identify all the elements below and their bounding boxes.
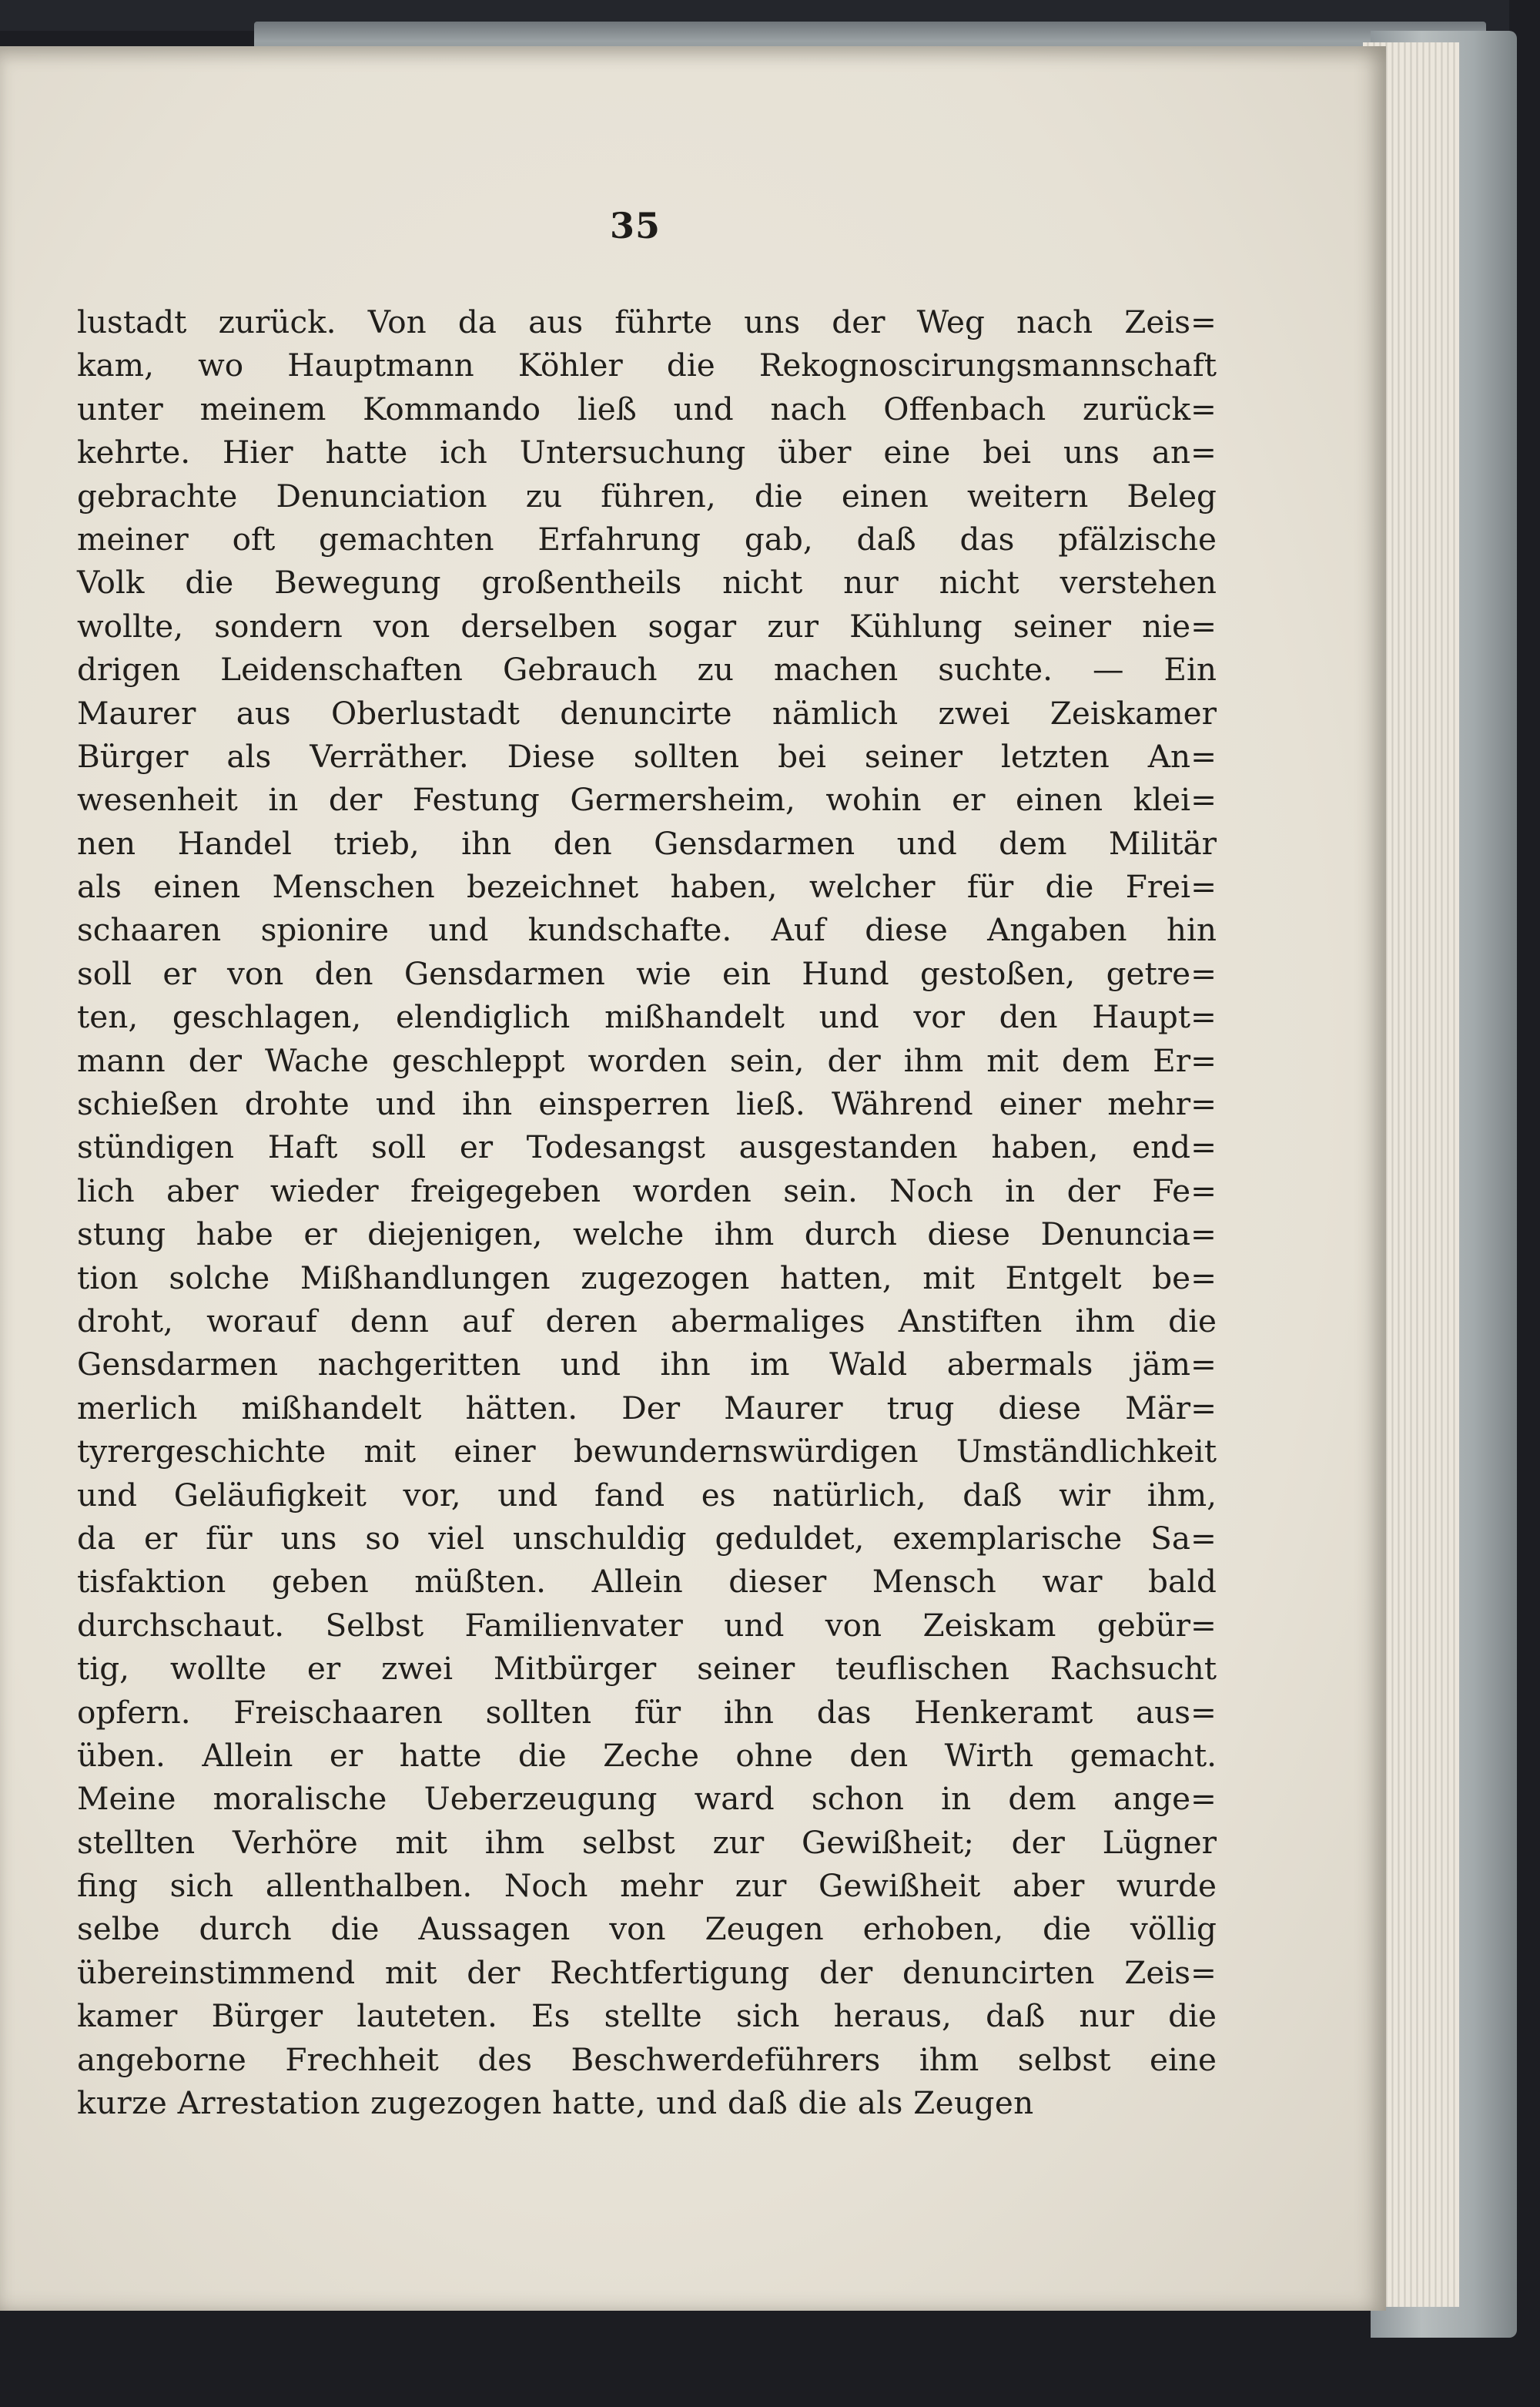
text-line: fing sich allenthalben. Noch mehr zur Gewißheit aber wurde <box>77 1867 1217 1905</box>
page-body-text <box>77 300 1217 2124</box>
text-line: opfern. Freischaaren sollten für ihn das Henkeramt aus= <box>77 1693 1217 1731</box>
text-line: soll er von den Gensdarmen wie ein Hund gestoßen, getre= <box>77 954 1217 992</box>
text-line: durchschaut. Selbst Familienvater und von Zeiskam gebür= <box>77 1606 1217 1644</box>
text-line: üben. Allein er hatte die Zeche ohne den Wirth gemacht. <box>77 1736 1217 1774</box>
page-number: 35 <box>609 205 661 246</box>
text-line: stung habe er diejenigen, welche ihm durch diese Denuncia= <box>77 1215 1217 1253</box>
text-line: merlich mißhandelt hätten. Der Maurer trug diese Mär= <box>77 1389 1217 1426</box>
text-line: ten, geschlagen, elendiglich mißhandelt und vor den Haupt= <box>77 998 1217 1036</box>
text-line: als einen Menschen bezeichnet haben, welcher für die Frei= <box>77 868 1217 906</box>
text-line: Volk die Bewegung großentheils nicht nur nicht verstehen <box>77 564 1217 602</box>
text-line: selbe durch die Aussagen von Zeugen erhoben, die völlig <box>77 1910 1217 1948</box>
text-line: tion solche Mißhandlungen zugezogen hatten, mit Entgelt be= <box>77 1259 1217 1296</box>
text-line: wollte, sondern von derselben sogar zur Kühlung seiner nie= <box>77 607 1217 645</box>
text-line: schießen drohte und ihn einsperren ließ. Während einer mehr= <box>77 1085 1217 1123</box>
text-line: tisfaktion geben müßten. Allein dieser Mensch war bald <box>77 1563 1217 1601</box>
text-line: und Geläufigkeit vor, und fand es natürlich, daß wir ihm, <box>77 1476 1217 1514</box>
text-line: stündigen Haft soll er Todesangst ausgestanden haben, end= <box>77 1128 1217 1166</box>
text-line: drigen Leidenschaften Gebrauch zu machen suchte. — Ein <box>77 651 1217 689</box>
text-line: Maurer aus Oberlustadt denuncirte nämlich zwei Zeiskamer <box>77 694 1217 732</box>
text-line: wesenheit in der Festung Germersheim, wohin er einen klei= <box>77 781 1217 819</box>
text-line: Bürger als Verräther. Diese sollten bei seiner letzten An= <box>77 737 1217 775</box>
text-line: lich aber wieder freigegeben worden sein. Noch in der Fe= <box>77 1172 1217 1209</box>
text-line: da er für uns so viel unschuldig geduldet, exemplarische Sa= <box>77 1519 1217 1557</box>
text-line: schaaren spionire und kundschafte. Auf diese Angaben hin <box>77 911 1217 949</box>
text-line: tig, wollte er zwei Mitbürger seiner teuflischen Rachsucht <box>77 1650 1217 1688</box>
text-line: kehrte. Hier hatte ich Untersuchung über eine bei uns an= <box>77 434 1217 471</box>
text-line: Gensdarmen nachgeritten und ihn im Wald abermals jäm= <box>77 1346 1217 1383</box>
text-line: stellten Verhöre mit ihm selbst zur Gewißheit; der Lügner <box>77 1823 1217 1861</box>
text-line: kurze Arrestation zugezogen hatte, und daß die als Zeugen <box>77 2084 1034 2122</box>
text-line: mann der Wache geschleppt worden sein, der ihm mit dem Er= <box>77 1041 1217 1079</box>
text-line: Meine moralische Ueberzeugung ward schon in dem ange= <box>77 1780 1217 1818</box>
text-line: gebrachte Denunciation zu führen, die einen weitern Beleg <box>77 477 1217 515</box>
text-line: kamer Bürger lauteten. Es stellte sich heraus, daß nur die <box>77 1997 1217 2035</box>
text-line: unter meinem Kommando ließ und nach Offenbach zurück= <box>77 390 1217 427</box>
text-line: angeborne Frechheit des Beschwerdeführers ihm selbst eine <box>77 2040 1217 2078</box>
text-line: meiner oft gemachten Erfahrung gab, daß das pfälzische <box>77 520 1217 558</box>
text-line: droht, worauf denn auf deren abermaliges Anstiften ihm die <box>77 1302 1217 1339</box>
text-line: nen Handel trieb, ihn den Gensdarmen und dem Militär <box>77 824 1217 862</box>
text-line: lustadt zurück. Von da aus führte uns der Weg nach Zeis= <box>77 303 1217 340</box>
text-line: übereinstimmend mit der Rechtfertigung der denuncirten Zeis= <box>77 1953 1217 1991</box>
text-line: tyrergeschichte mit einer bewundernswürdigen Umständlichkeit <box>77 1433 1217 1470</box>
text-line: kam, wo Hauptmann Köhler die Rekognoscirungsmannschaft <box>77 347 1217 384</box>
